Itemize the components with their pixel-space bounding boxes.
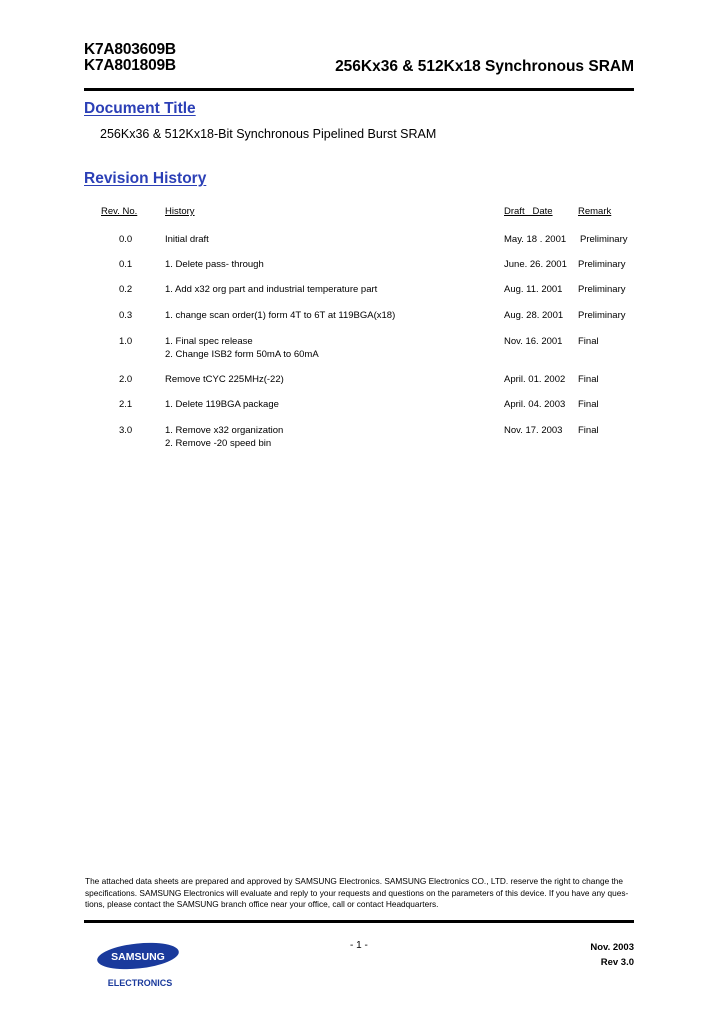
revision-number: 0.3 — [119, 310, 133, 321]
revision-remark: Final — [578, 425, 599, 436]
page-number: - 1 - — [350, 940, 368, 951]
footer-divider — [84, 920, 634, 923]
revision-remark: Preliminary — [578, 259, 626, 270]
revision-number: 0.1 — [119, 259, 133, 270]
revision-history-text: 1. Remove x32 organization — [165, 425, 284, 436]
footer-disclaimer-line: tions, please contact the SAMSUNG branch office near your office, call or contact Headquarters. — [85, 899, 439, 909]
document-title-heading: Document Title — [84, 100, 196, 117]
column-header-history: History — [165, 206, 195, 217]
revision-number: 3.0 — [119, 425, 133, 436]
revision-remark: Final — [578, 399, 599, 410]
revision-remark: Preliminary — [578, 284, 626, 295]
footer-disclaimer — [85, 876, 633, 911]
footer-rev: Rev 3.0 — [600, 957, 634, 968]
header-divider — [84, 88, 634, 91]
footer-date: Nov. 2003 — [590, 942, 634, 953]
part-number-2: K7A801809B — [84, 57, 176, 74]
revision-date: Nov. 16. 2001 — [504, 336, 563, 347]
electronics-label: ELECTRONICS — [107, 978, 173, 988]
revision-history-text: 1. Add x32 org part and industrial temperature part — [165, 284, 378, 295]
footer-disclaimer-line: The attached data sheets are prepared and approved by SAMSUNG Electronics. SAMSUNG Electronics CO., LTD. reserve the right to change the — [85, 876, 624, 886]
svg-text:SAMSUNG: SAMSUNG — [111, 951, 165, 963]
footer-disclaimer-line: specifications. SAMSUNG Electronics will evaluate and reply to your requests and questions on the parameters of this device. If you have any ques- — [85, 887, 629, 898]
revision-remark: Final — [578, 336, 599, 347]
header-title: 256Kx36 & 512Kx18 Synchronous SRAM — [335, 58, 634, 75]
revision-date: Nov. 17. 2003 — [504, 425, 563, 436]
revision-number: 0.0 — [119, 234, 133, 245]
revision-remark: Preliminary — [580, 234, 628, 245]
revision-history-heading: Revision History — [84, 170, 207, 187]
revision-history-text: 2. Change ISB2 form 50mA to 60mA — [165, 349, 319, 360]
revision-history-text: 1. Final spec release — [165, 336, 253, 347]
column-header-draft-date: Draft Date — [504, 206, 553, 217]
revision-date: May. 18 . 2001 — [504, 234, 567, 245]
footer-date-rev — [590, 940, 634, 970]
column-header-rev-no: Rev. No. — [101, 206, 138, 217]
revision-date: June. 26. 2001 — [504, 259, 567, 270]
revision-number: 2.0 — [119, 374, 133, 385]
revision-date: April. 01. 2002 — [504, 374, 566, 385]
revision-number: 0.2 — [119, 284, 133, 295]
revision-number: 1.0 — [119, 336, 133, 347]
revision-date: Aug. 28. 2001 — [504, 310, 564, 321]
column-header-remark: Remark — [578, 206, 612, 217]
samsung-logo — [96, 942, 180, 970]
revision-history-text: 2. Remove -20 speed bin — [165, 438, 272, 449]
revision-date: Aug. 11. 2001 — [504, 284, 563, 295]
revision-history-text: 1. change scan order(1) form 4T to 6T at 119BGA(x18) — [165, 310, 396, 321]
revision-remark: Final — [578, 374, 599, 385]
revision-history-text: Initial draft — [165, 234, 209, 245]
document-title-text: 256Kx36 & 512Kx18-Bit Synchronous Pipelined Burst SRAM — [100, 127, 437, 141]
revision-date: April. 04. 2003 — [504, 399, 566, 410]
revision-history-text: Remove tCYC 225MHz(-22) — [165, 374, 284, 385]
part-number-1: K7A803609B — [84, 41, 176, 58]
revision-number: 2.1 — [119, 399, 133, 410]
revision-remark: Preliminary — [578, 310, 626, 321]
revision-history-text: 1. Delete 119BGA package — [165, 399, 279, 410]
revision-history-text: 1. Delete pass- through — [165, 259, 264, 270]
